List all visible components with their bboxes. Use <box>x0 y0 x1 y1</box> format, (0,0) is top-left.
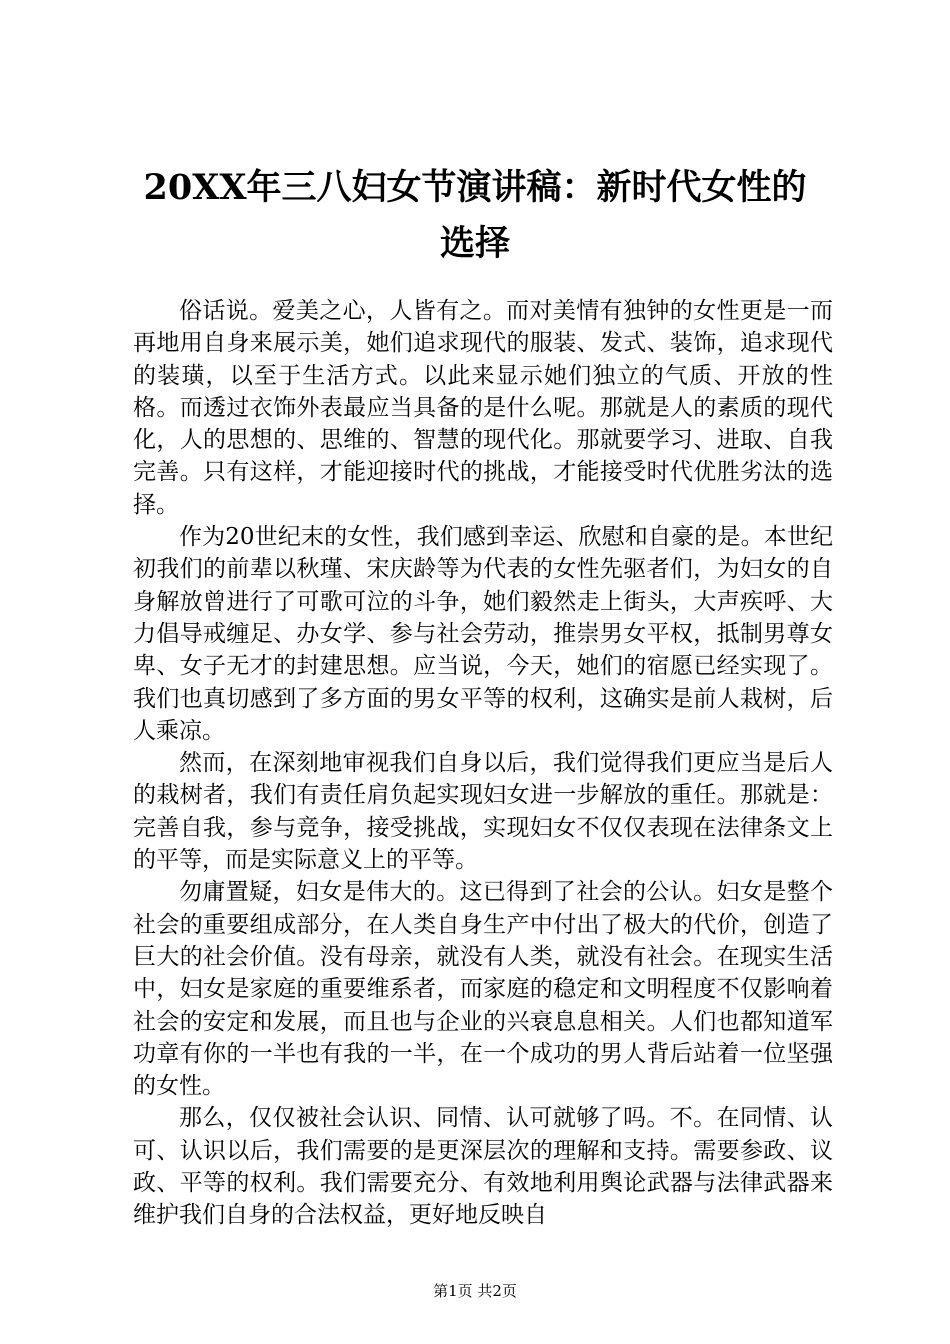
paragraph-4: 勿庸置疑，妇女是伟大的。这已得到了社会的公认。妇女是整个社会的重要组成部分，在人类自身生产中付出了极大的代价，创造了巨大的社会价值。没有母亲，就没有人类，就没有社会。在现实生活中，妇女是家庭的重要维系者，而家庭的稳定和文明程度不仅影响着社会的安定和发展，而且也与企业的兴衰息息相关。人们也都知道军功章有你的一半也有我的一半，在一个成功的男人背后站着一位坚强的女性。 <box>133 879 833 1100</box>
paragraph-5: 那么，仅仅被社会认识、同情、认可就够了吗。不。在同情、认可、认识以后，我们需要的是更深层次的理解和支持。需要参政、议政、平等的权利。我们需要充分、有效地利用舆论武器与法律武器来维护我们自身的合法权益，更好地反映自 <box>133 1105 833 1229</box>
paragraph-1: 俗话说。爱美之心，人皆有之。而对美情有独钟的女性更是一而再地用自身来展示美，她们追求现代的服装、发式、装饰，追求现代的装璜，以至于生活方式。以此来显示她们独立的气质、开放的性格。而透过衣饰外表最应当具备的是什么呢。那就是人的素质的现代化，人的思想的、思维的、智慧的现代化。那就要学习、进取、自我完善。只有这样，才能迎接时代的挑战，才能接受时代优胜劣汰的选择。 <box>133 298 833 518</box>
paragraph-3: 然而，在深刻地审视我们自身以后，我们觉得我们更应当是后人的栽树者，我们有责任肩负起实现妇女进一步解放的重任。那就是：完善自我，参与竞争，接受挑战，实现妇女不仅仅表现在法律条文上的平等，而是实际意义上的平等。 <box>133 750 833 874</box>
document-title: 20XX年三八妇女节演讲稿：新时代女性的选择 <box>143 167 807 264</box>
paragraph-2: 作为20世纪末的女性，我们感到幸运、欣慰和自豪的是。本世纪初我们的前辈以秋瑾、宋庆龄等为代表的女性先驱者们，为妇女的自身解放曾进行了可歌可泣的斗争，她们毅然走上街头，大声疾呼、大力倡导戒缠足、办女学、参与社会劳动，推崇男女平权，抵制男尊女卑、女子无才的封建思想。应当说，今天，她们的宿愿已经实现了。我们也真切感到了多方面的男女平等的权利，这确实是前人栽树，后人乘凉。 <box>133 524 833 744</box>
document-body <box>133 295 833 1232</box>
page-number-footer: 第1页 共2页 <box>433 1282 517 1300</box>
